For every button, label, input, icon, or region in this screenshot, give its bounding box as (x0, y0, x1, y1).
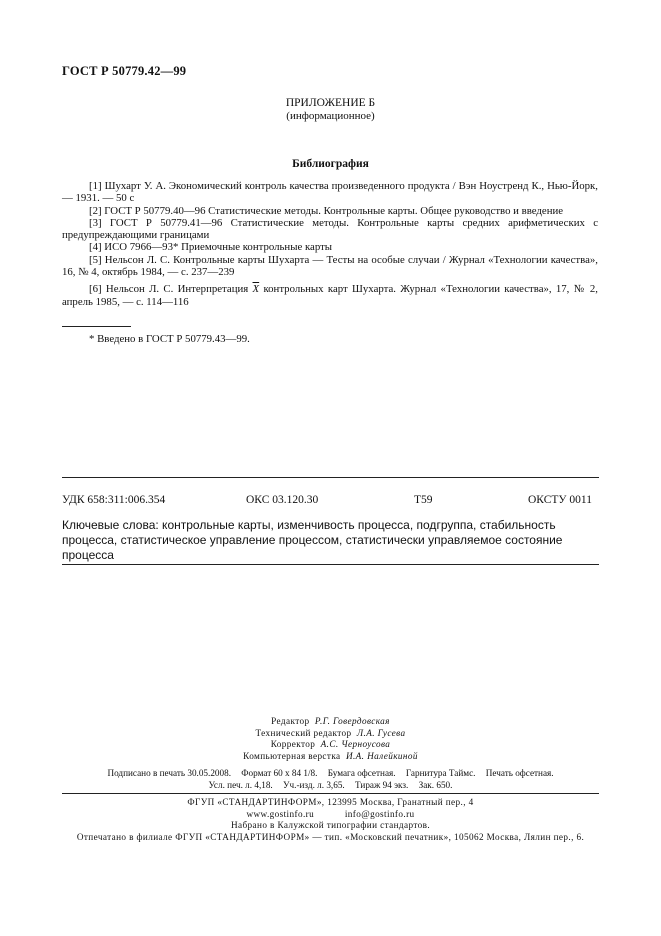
publisher-block (0, 797, 661, 843)
bibliography-ref-5: [5] Нельсон Л. С. Контрольные карты Шухарта — Тесты на особые случаи / Журнал «Технологии качества», 16, № 4, октябрь 1984, — с. 237—239 (62, 253, 598, 279)
print-info-line-2 (0, 780, 661, 792)
print-sheets: Усл. печ. л. 4,18. (208, 779, 273, 790)
print-order: Зак. 650. (418, 779, 453, 790)
udk-code: УДК 658:311:006.354 (62, 494, 166, 506)
print-signed: Подписано в печать 30.05.2008. (107, 768, 231, 778)
ref6-after: контрольных карт Шухарта. Журнал «Технологии качества», 17, № 2, апрель 1985, — с. 114—116 (62, 283, 598, 308)
classification-bottom-rule (62, 564, 599, 565)
print-run: Тираж 94 экз. (355, 779, 409, 790)
credit-proofreader (0, 739, 661, 751)
credit-editor (0, 716, 661, 728)
footnote-divider (62, 326, 131, 327)
print-info-line-1 (0, 768, 661, 780)
publisher-rule (62, 793, 599, 794)
bibliography-ref-3: [3] ГОСТ Р 50779.41—96 Статистические методы. Контрольные карты средних арифметических с предупреждающими границами (62, 216, 598, 242)
print-typeface: Гарнитура Таймс. (405, 768, 476, 778)
ref6-before: [6] Нельсон Л. С. Интерпретация (89, 283, 253, 296)
appendix-heading (0, 97, 661, 123)
t-code: Т59 (414, 494, 433, 506)
publisher-address: ФГУП «СТАНДАРТИНФОРМ», 123995 Москва, Гранатный пер., 4 (187, 797, 474, 807)
print-method: Печать офсетная. (485, 768, 554, 778)
publisher-website-link[interactable]: www.gostinfo.ru (246, 808, 315, 819)
credit-role: Компьютерная верстка (243, 750, 341, 761)
credit-role: Корректор (270, 739, 316, 750)
footnote: * Введено в ГОСТ Р 50779.43—99. (89, 333, 250, 345)
appendix-title: ПРИЛОЖЕНИЕ Б (285, 97, 376, 109)
credit-name: И.А. Налейкиной (345, 750, 418, 761)
bibliography-ref-4: [4] ИСО 7966—93* Приемочные контрольные карты (89, 241, 333, 254)
print-publ-sheets: Уч.-изд. л. 3,65. (283, 779, 345, 790)
bibliography-ref-1: [1] Шухарт У. А. Экономический контроль качества произведенного продукта / Вэн Ноустренд К., Нью-Йорк, — 1931. — 50 с (62, 180, 598, 205)
credit-name: Р.Г. Говердовская (314, 716, 390, 726)
credit-role: Технический редактор (255, 727, 352, 738)
print-format: Формат 60 х 84 1/8. (241, 768, 318, 778)
document-code: ГОСТ Р 50779.42—99 (62, 64, 187, 78)
okstu-code: ОКСТУ 0011 (528, 494, 592, 506)
credit-role: Редактор (271, 716, 310, 726)
appendix-subtitle: (информационное) (286, 110, 375, 122)
classification-top-rule (62, 477, 599, 478)
bibliography-title: Библиография (292, 158, 369, 170)
credit-name: Л.А. Гусева (356, 727, 406, 738)
print-paper: Бумага офсетная. (327, 768, 396, 778)
typeset-note: Набрано в Калужской типографии стандартов. (230, 820, 431, 831)
credit-name: А.С. Черноусова (320, 739, 391, 750)
publisher-contacts (0, 809, 661, 821)
keywords: Ключевые слова: контрольные карты, изменчивость процесса, подгруппа, стабильность процесса, статистическое управление процессом, статистически управляемое состояние процесса (62, 518, 563, 562)
oks-code: ОКС 03.120.30 (246, 494, 319, 506)
bibliography-ref-6 (62, 283, 598, 308)
x-bar-symbol: $\overline{X}$ (252, 283, 260, 296)
bibliography-ref-2: [2] ГОСТ Р 50779.40—96 Статистические методы. Контрольные карты. Общее руководство и введение (89, 204, 564, 217)
credit-layout (0, 751, 661, 763)
publisher-email-link[interactable]: info@gostinfo.ru (344, 808, 415, 819)
printed-note: Отпечатано в филиале ФГУП «СТАНДАРТИНФОРМ» — тип. «Московский печатник», 105062 Москва, Лялин пер., 6. (76, 831, 585, 842)
credits-block (0, 716, 661, 762)
bibliography-list (62, 180, 598, 308)
print-info (0, 768, 661, 791)
credit-tech-editor (0, 728, 661, 740)
